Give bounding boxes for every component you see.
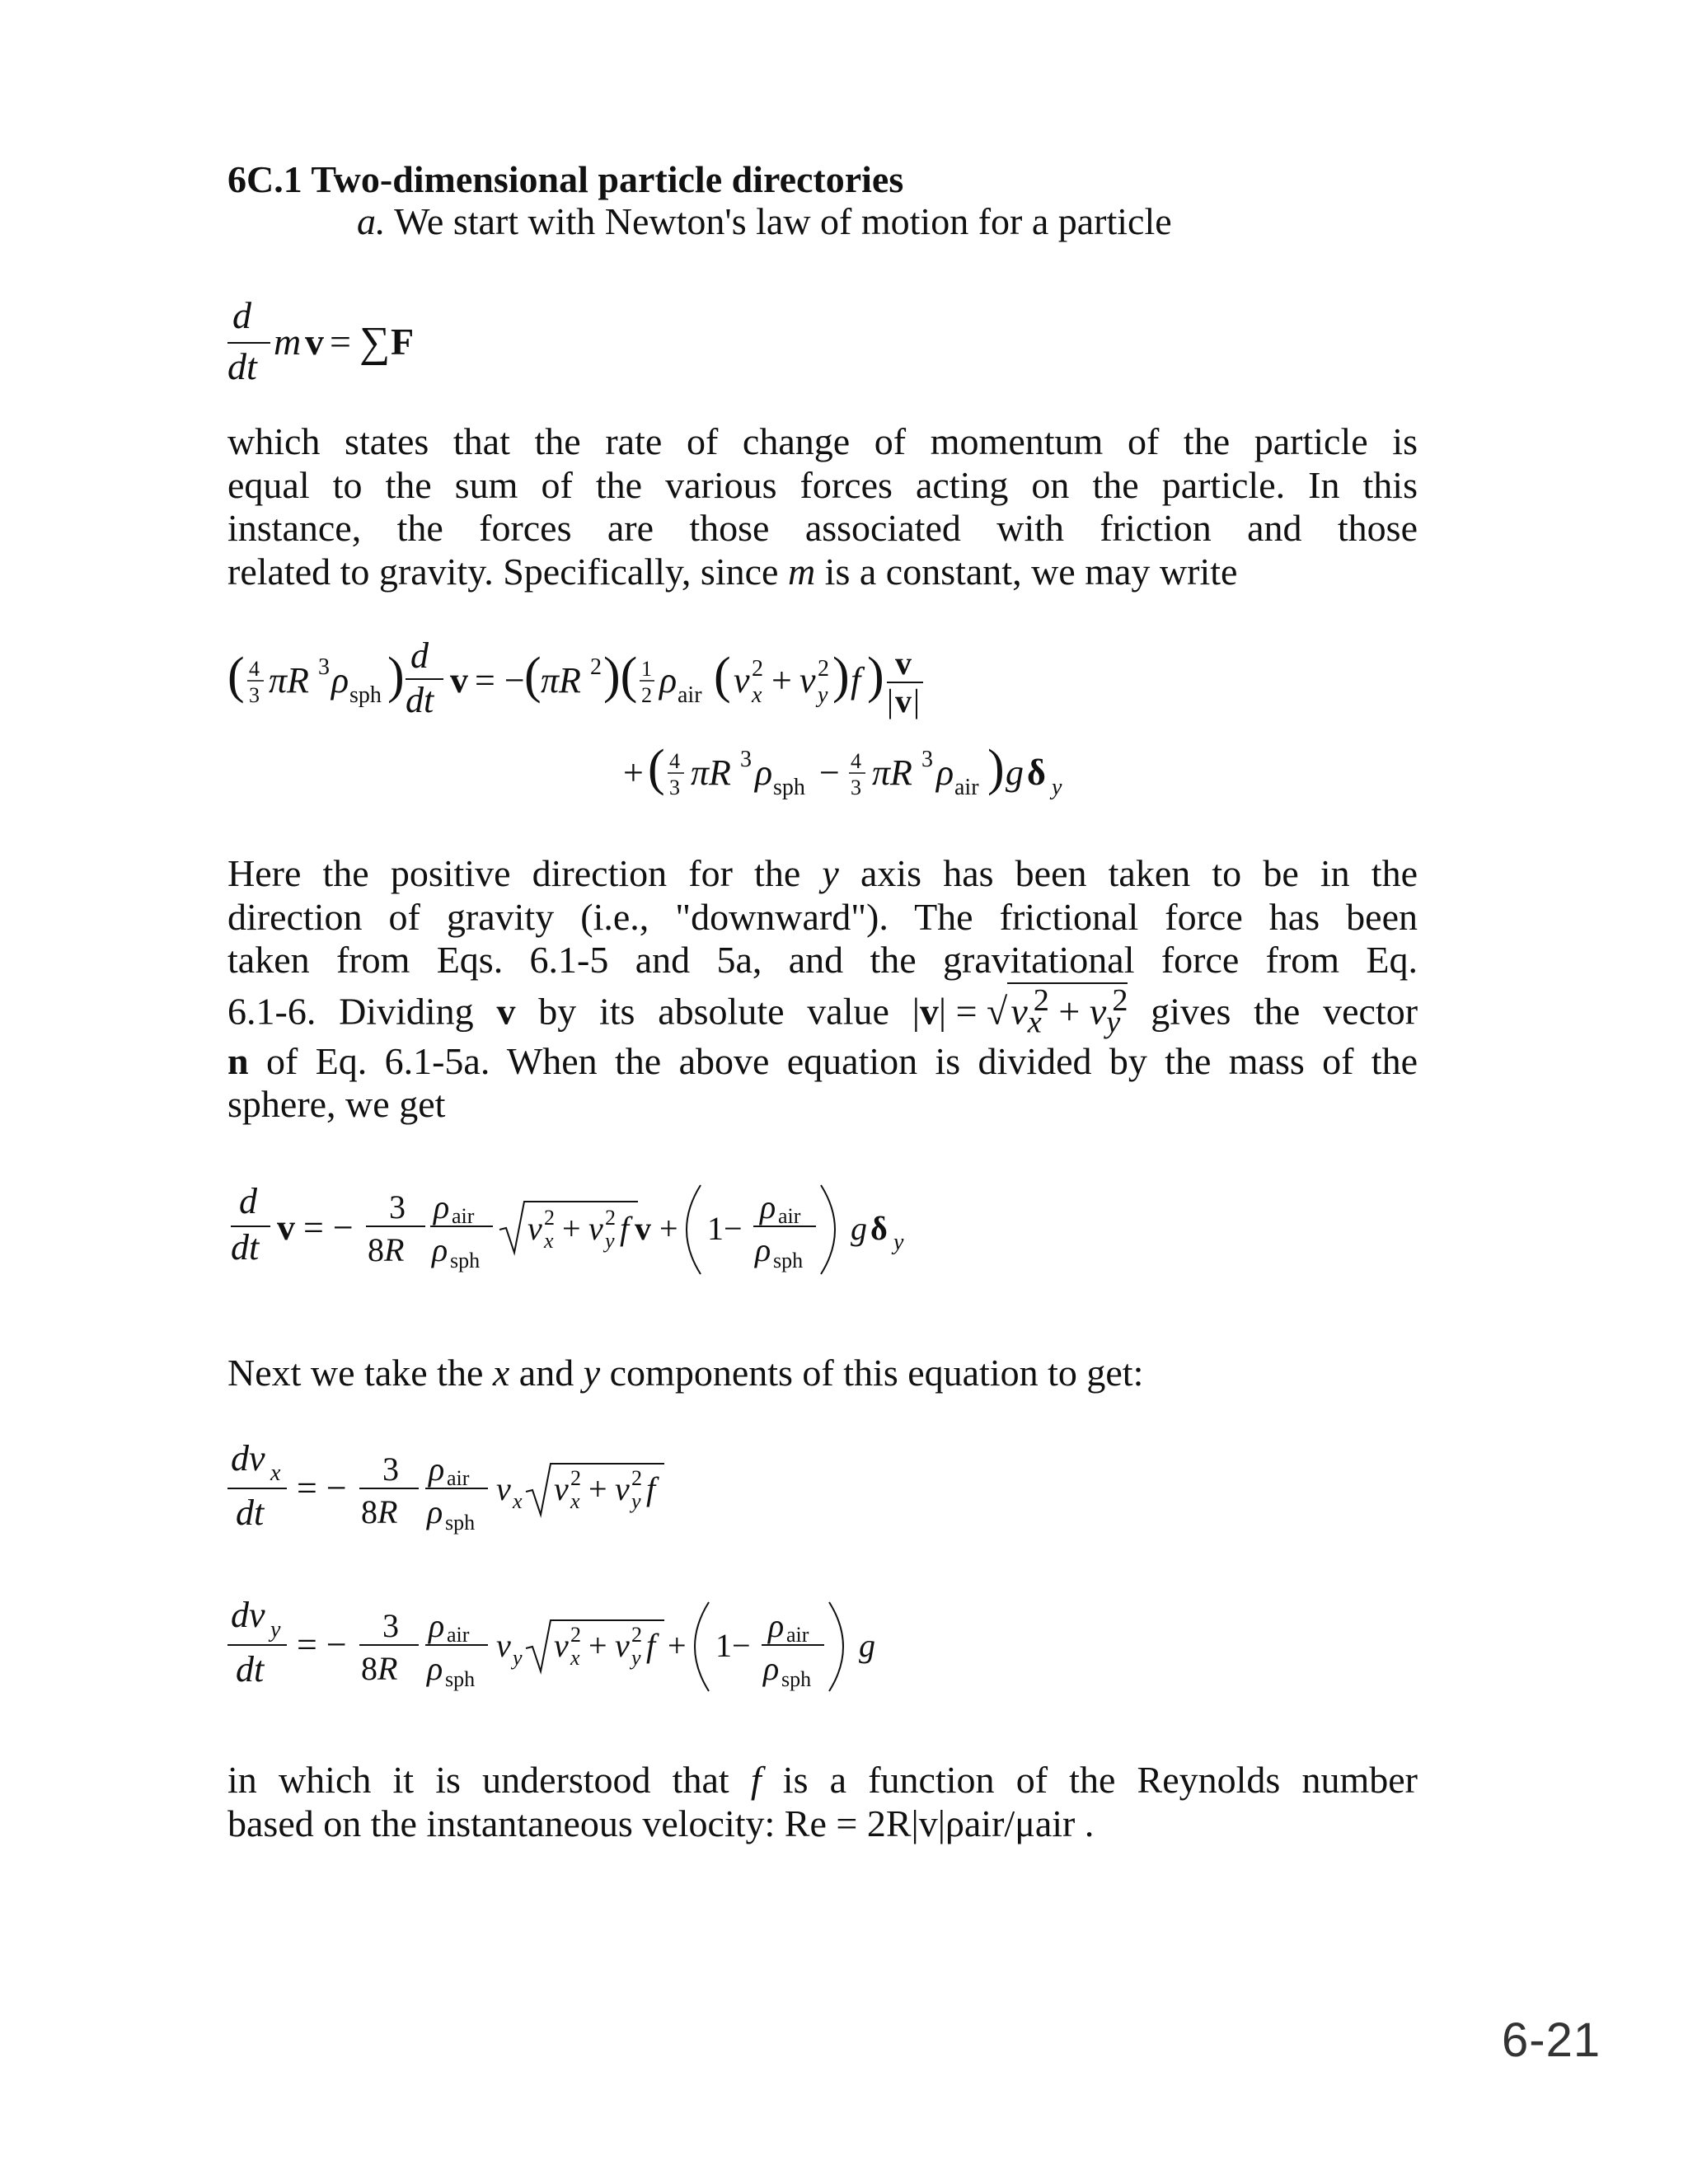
svg-text:+: + bbox=[771, 660, 792, 701]
svg-text:4: 4 bbox=[249, 657, 260, 681]
svg-text:v: v bbox=[528, 1210, 542, 1247]
svg-text:dt: dt bbox=[236, 1493, 265, 1533]
svg-text:y: y bbox=[631, 1646, 641, 1670]
svg-text:f: f bbox=[646, 1627, 656, 1664]
paragraph-direction bbox=[227, 852, 1418, 1127]
svg-text:4: 4 bbox=[669, 749, 680, 773]
svg-text:8R: 8R bbox=[361, 1493, 398, 1530]
svg-text:dt: dt bbox=[406, 680, 434, 720]
svg-text:+: + bbox=[588, 1470, 607, 1507]
paragraph-line: instance, the forces are those associated with friction and those bbox=[227, 507, 1418, 549]
svg-text:air: air bbox=[452, 1204, 475, 1228]
svg-text:g: g bbox=[1006, 752, 1024, 793]
inline-magnitude-formula: $|v| = √v_x^2 + v_y^2$ bbox=[912, 982, 1128, 1040]
svg-text:2: 2 bbox=[570, 1466, 581, 1490]
svg-text:): ) bbox=[867, 648, 884, 704]
svg-text:+: + bbox=[659, 1210, 678, 1247]
svg-text:ρ: ρ bbox=[434, 1188, 450, 1226]
svg-text:3: 3 bbox=[389, 1188, 406, 1226]
svg-text:v: v bbox=[554, 1627, 569, 1664]
svg-text:d: d bbox=[232, 294, 251, 336]
svg-text:air: air bbox=[786, 1623, 809, 1647]
svg-text:sph: sph bbox=[349, 682, 382, 708]
svg-text:2: 2 bbox=[544, 1206, 555, 1230]
svg-text:πR: πR bbox=[269, 660, 309, 701]
svg-text:(: ( bbox=[714, 648, 731, 704]
paragraph-line: which states that the rate of change of momentum of the particle is bbox=[227, 420, 1418, 462]
svg-text:(: ( bbox=[648, 740, 665, 796]
svg-text:sph: sph bbox=[781, 1667, 812, 1691]
svg-text:v: v bbox=[450, 660, 468, 701]
svg-text:πR: πR bbox=[872, 752, 912, 793]
svg-text:dv: dv bbox=[231, 1438, 265, 1479]
paragraph-momentum bbox=[227, 420, 1418, 593]
svg-text:v: v bbox=[799, 660, 816, 701]
equation-newton bbox=[227, 288, 475, 396]
svg-text:sph: sph bbox=[773, 1249, 804, 1272]
svg-text:dt: dt bbox=[236, 1649, 265, 1690]
reynolds-formula: Re = 2R|v|ρair/μair . bbox=[784, 1802, 1095, 1844]
paragraph-line: based on the instantaneous velocity: Re = 2R|v|ρair/μair . bbox=[227, 1802, 1095, 1844]
paragraph-line: 6.1-6. Dividing v by its absolute value $|v| = √v_x^2 + v_y^2$ gives the vector bbox=[227, 982, 1418, 1040]
svg-text:F: F bbox=[391, 321, 415, 363]
svg-text:ρ: ρ bbox=[427, 1493, 443, 1530]
svg-text:2: 2 bbox=[590, 654, 602, 680]
svg-text:sph: sph bbox=[445, 1667, 476, 1691]
svg-text:g: g bbox=[851, 1210, 867, 1247]
variable-y: y bbox=[822, 852, 839, 894]
svg-text:y: y bbox=[893, 1230, 904, 1255]
paragraph-line: in which it is understood that f is a function of the Reynolds number bbox=[227, 1759, 1418, 1801]
svg-text:+: + bbox=[562, 1210, 581, 1247]
svg-text:v: v bbox=[615, 1627, 630, 1664]
svg-text:2: 2 bbox=[570, 1623, 581, 1647]
svg-text:2: 2 bbox=[818, 656, 829, 682]
svg-text:dt: dt bbox=[231, 1227, 260, 1268]
svg-text:+: + bbox=[668, 1627, 687, 1664]
svg-text:)(: )( bbox=[603, 648, 638, 704]
svg-text:x: x bbox=[570, 1646, 580, 1670]
svg-text:f: f bbox=[851, 660, 861, 701]
svg-text:ρ: ρ bbox=[768, 1607, 785, 1644]
svg-text:|: | bbox=[887, 682, 894, 719]
svg-text:v: v bbox=[895, 644, 912, 682]
svg-text:v: v bbox=[496, 1627, 511, 1664]
svg-text:3: 3 bbox=[382, 1607, 399, 1644]
paragraph-components: Next we take the x and y components of this equation to get: bbox=[227, 1352, 1144, 1394]
variable-f: f bbox=[750, 1759, 762, 1801]
part-label: a. bbox=[357, 200, 386, 242]
equation-velocity-vector bbox=[227, 1179, 1035, 1302]
svg-text:+: + bbox=[623, 752, 644, 793]
paragraph-line: n of Eq. 6.1-5a. When the above equation is divided by the mass of the bbox=[227, 1039, 1418, 1082]
svg-text:= −: = − bbox=[297, 1624, 347, 1665]
variable-m: m bbox=[787, 550, 816, 593]
svg-text:3: 3 bbox=[921, 747, 933, 772]
paragraph-line: Here the positive direction for the y axis has been taken to be in the bbox=[227, 852, 1418, 894]
svg-text:): ) bbox=[832, 648, 850, 704]
svg-text:v: v bbox=[615, 1470, 630, 1507]
svg-text:δ: δ bbox=[870, 1210, 888, 1247]
svg-text:sph: sph bbox=[773, 775, 805, 800]
svg-text:πR: πR bbox=[691, 752, 731, 793]
svg-text:1−: 1− bbox=[707, 1210, 743, 1247]
svg-text:air: air bbox=[447, 1623, 470, 1647]
equation-vy-component bbox=[227, 1591, 1035, 1706]
svg-text:v: v bbox=[588, 1210, 603, 1247]
svg-text:sph: sph bbox=[450, 1249, 481, 1272]
svg-text:dv: dv bbox=[231, 1595, 265, 1635]
svg-text:y: y bbox=[270, 1617, 281, 1643]
svg-text:2: 2 bbox=[752, 656, 763, 682]
svg-text:d: d bbox=[239, 1181, 257, 1221]
svg-text:2: 2 bbox=[605, 1206, 616, 1230]
svg-text:3: 3 bbox=[382, 1451, 399, 1488]
svg-text:ρ: ρ bbox=[755, 1231, 771, 1268]
svg-text:v: v bbox=[734, 660, 750, 701]
svg-text:v: v bbox=[277, 1207, 295, 1248]
svg-text:y: y bbox=[605, 1229, 615, 1253]
svg-text:ρ: ρ bbox=[760, 1188, 776, 1226]
svg-text:dt: dt bbox=[227, 345, 257, 387]
svg-text:3: 3 bbox=[318, 654, 330, 680]
paragraph-line: equal to the sum of the various forces acting on the particle. In this bbox=[227, 463, 1418, 506]
svg-text:2: 2 bbox=[631, 1623, 642, 1647]
svg-text:d: d bbox=[410, 635, 429, 676]
svg-text:g: g bbox=[859, 1627, 875, 1664]
svg-text:ρ: ρ bbox=[427, 1650, 443, 1687]
svg-text:x: x bbox=[570, 1489, 580, 1513]
svg-text:ρ: ρ bbox=[936, 752, 954, 793]
svg-text:3: 3 bbox=[669, 776, 680, 799]
svg-text:= −: = − bbox=[303, 1207, 354, 1248]
svg-text:2: 2 bbox=[631, 1466, 642, 1490]
svg-text:ρ: ρ bbox=[432, 1231, 448, 1268]
svg-text:): ) bbox=[387, 648, 405, 704]
svg-text:m: m bbox=[274, 321, 302, 363]
equation-vx-component bbox=[227, 1434, 821, 1549]
svg-text:(: ( bbox=[524, 648, 542, 704]
svg-text:+: + bbox=[588, 1627, 607, 1664]
svg-text:= −: = − bbox=[297, 1468, 347, 1508]
svg-text:f: f bbox=[620, 1210, 630, 1247]
svg-text:x: x bbox=[752, 682, 762, 708]
svg-text:f: f bbox=[646, 1470, 656, 1507]
svg-text:v: v bbox=[554, 1470, 569, 1507]
svg-text:): ) bbox=[987, 740, 1005, 796]
paragraph-line: sphere, we get bbox=[227, 1083, 446, 1126]
svg-text:y: y bbox=[513, 1646, 523, 1670]
part-a-text: We start with Newton's law of motion for a particle bbox=[394, 200, 1172, 242]
svg-text:=: = bbox=[330, 321, 351, 363]
svg-text:3: 3 bbox=[851, 776, 861, 799]
svg-text:ρ: ρ bbox=[659, 660, 678, 701]
paragraph-reynolds bbox=[227, 1759, 1418, 1845]
svg-text:= −: = − bbox=[475, 660, 525, 701]
svg-text:ρ: ρ bbox=[755, 752, 773, 793]
svg-text:air: air bbox=[678, 682, 702, 708]
paragraph-line: taken from Eqs. 6.1-5 and 5a, and the gravitational force from Eq. bbox=[227, 939, 1418, 981]
svg-text:πR: πR bbox=[541, 660, 581, 701]
svg-text:4: 4 bbox=[851, 749, 861, 773]
svg-text:1−: 1− bbox=[715, 1627, 751, 1664]
svg-text:|: | bbox=[913, 682, 921, 719]
vector-v: v bbox=[496, 989, 516, 1032]
svg-text:2: 2 bbox=[641, 683, 652, 707]
vector-n: n bbox=[227, 1039, 249, 1082]
svg-text:3: 3 bbox=[249, 683, 260, 707]
variable-y: y bbox=[583, 1352, 601, 1394]
page-number: 6-21 bbox=[1502, 2013, 1601, 2067]
svg-text:y: y bbox=[1052, 775, 1062, 800]
equation-force-balance bbox=[227, 626, 1151, 816]
svg-text:x: x bbox=[513, 1489, 523, 1513]
section-heading: 6C.1 Two-dimensional particle directories bbox=[227, 158, 904, 200]
svg-text:y: y bbox=[631, 1489, 641, 1513]
svg-text:8R: 8R bbox=[361, 1650, 398, 1687]
svg-text:−: − bbox=[819, 752, 840, 793]
svg-text:v: v bbox=[305, 321, 324, 363]
paragraph-line: direction of gravity (i.e., "downward"). The frictional force has been bbox=[227, 895, 1418, 938]
svg-text:δ: δ bbox=[1027, 752, 1046, 793]
svg-text:1: 1 bbox=[641, 657, 652, 681]
svg-text:air: air bbox=[954, 775, 979, 800]
svg-text:ρ: ρ bbox=[429, 1451, 445, 1488]
svg-text:ρ: ρ bbox=[429, 1607, 445, 1644]
svg-text:y: y bbox=[818, 682, 828, 708]
svg-text:v: v bbox=[496, 1470, 511, 1507]
svg-text:ρ: ρ bbox=[763, 1650, 780, 1687]
paragraph-line: related to gravity. Specifically, since m is a constant, we may write bbox=[227, 550, 1238, 593]
svg-text:air: air bbox=[778, 1204, 801, 1228]
svg-text:sph: sph bbox=[445, 1511, 476, 1535]
svg-text:v: v bbox=[635, 1210, 651, 1247]
svg-text:air: air bbox=[447, 1466, 470, 1490]
svg-text:(: ( bbox=[227, 648, 245, 704]
svg-text:x: x bbox=[544, 1229, 554, 1253]
svg-text:3: 3 bbox=[740, 747, 752, 772]
svg-text:8R: 8R bbox=[368, 1231, 405, 1268]
svg-text:x: x bbox=[270, 1460, 281, 1486]
svg-text:∑: ∑ bbox=[359, 319, 391, 366]
variable-x: x bbox=[492, 1352, 510, 1394]
svg-text:ρ: ρ bbox=[331, 660, 349, 701]
svg-text:v: v bbox=[895, 682, 912, 719]
part-a-intro bbox=[357, 199, 1172, 245]
